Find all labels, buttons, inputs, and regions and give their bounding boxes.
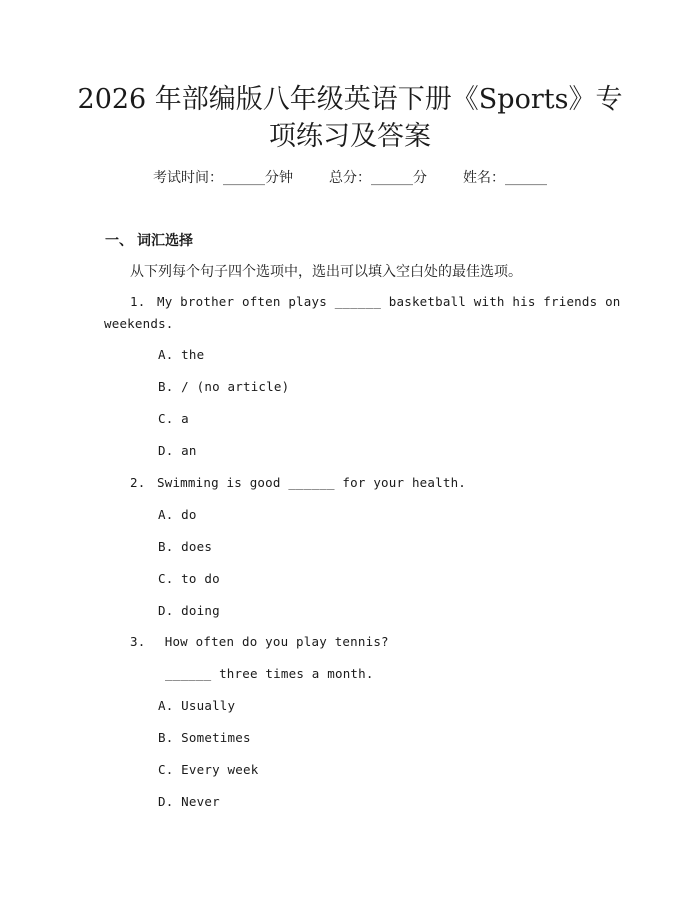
time-label: 考试时间： xyxy=(153,170,223,186)
option-b: B. / (no article) xyxy=(158,379,290,394)
question-3 xyxy=(130,634,389,649)
time-unit: 分钟 xyxy=(265,170,293,186)
option-d: D. an xyxy=(158,443,197,458)
question-2 xyxy=(130,475,466,490)
question-3-answer-line: ______ three times a month. xyxy=(165,666,374,681)
section-heading xyxy=(105,230,193,250)
name-label: 姓名： xyxy=(463,170,505,186)
option-b: B. does xyxy=(158,539,213,554)
option-a: A. Usually xyxy=(158,698,236,713)
option-c: C. a xyxy=(158,411,189,426)
question-text: Swimming is good ______ for your health. xyxy=(157,475,467,490)
score-blank: ______ xyxy=(371,170,413,186)
document-title-line-1: 2026 年部编版八年级英语下册《Sports》专 xyxy=(77,84,623,115)
option-d: D. doing xyxy=(158,603,220,618)
exam-meta xyxy=(0,167,700,187)
option-b: B. Sometimes xyxy=(158,730,251,745)
question-text: My brother often plays ______ basketball with his friends on xyxy=(157,294,621,309)
question-number: 3. xyxy=(130,634,146,649)
time-blank: ______ xyxy=(223,170,265,186)
option-c: C. to do xyxy=(158,571,220,586)
option-c: C. Every week xyxy=(158,762,259,777)
name-blank: ______ xyxy=(505,170,547,186)
score-label: 总分： xyxy=(329,170,371,186)
question-number: 2. xyxy=(130,475,146,490)
question-1 xyxy=(130,294,621,309)
section-number: 一、 xyxy=(105,233,133,249)
section-instruction: 从下列每个句子四个选项中，选出可以填入空白处的最佳选项。 xyxy=(130,264,522,280)
question-1-continuation: weekends. xyxy=(104,316,174,331)
question-number: 1. xyxy=(130,294,146,309)
option-d: D. Never xyxy=(158,794,220,809)
option-a: A. the xyxy=(158,347,205,362)
document-title-line-2: 项练习及答案 xyxy=(269,121,431,152)
section-title: 词汇选择 xyxy=(137,233,193,249)
option-a: A. do xyxy=(158,507,197,522)
score-unit: 分 xyxy=(413,170,427,186)
question-text: How often do you play tennis? xyxy=(157,634,389,649)
